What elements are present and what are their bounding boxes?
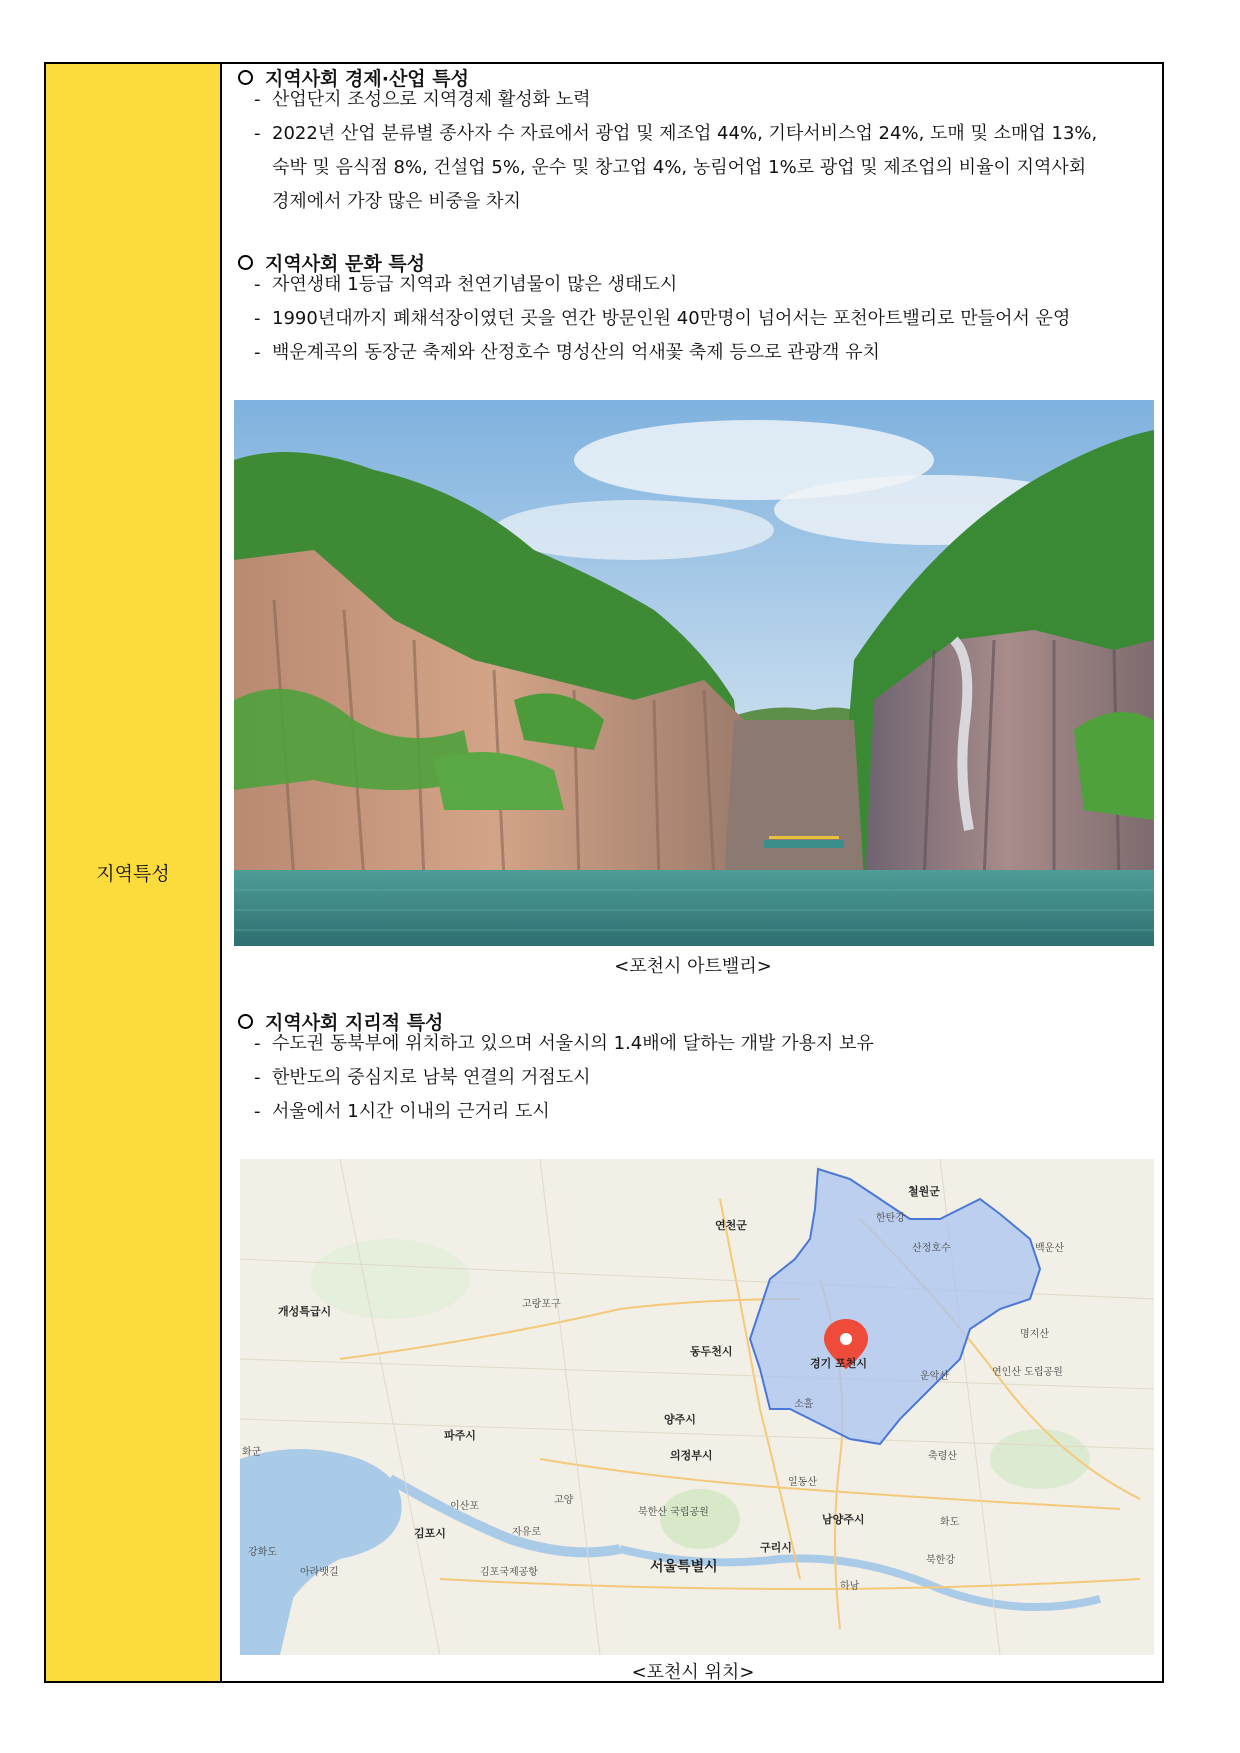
map-label: 서울특별시: [650, 1559, 718, 1575]
map-label: 아라뱃길: [300, 1567, 339, 1578]
map-label: 구리시: [760, 1541, 792, 1554]
list-item: - 수도권 동북부에 위치하고 있으며 서울시의 1.4배에 달하는 개발 가용지 보유: [254, 1033, 874, 1054]
item-text: 2022년 산업 분류별 종사자 수 자료에서 광업 및 제조업 44%, 기타서비스업 24%, 도매 및 소매업 13%,: [272, 123, 1098, 144]
map-label: 북한강: [926, 1555, 955, 1566]
heading-text: 지역사회 지리적 특성: [265, 1012, 444, 1034]
map-label: 일동산: [788, 1477, 817, 1488]
list-item-continuation: 숙박 및 음식점 8%, 건설업 5%, 운수 및 창고업 4%, 농림어업 1%로 광업 및 제조업의 비율이 지역사회: [272, 157, 1087, 178]
list-item: - 서울에서 1시간 이내의 근거리 도시: [254, 1101, 550, 1122]
map-label: 백운산: [1035, 1243, 1064, 1254]
item-text: 자연생태 1등급 지역과 천연기념물이 많은 생태도시: [272, 274, 678, 295]
content-table: [44, 62, 1164, 1683]
list-item: - 산업단지 조성으로 지역경제 활성화 노력: [254, 89, 591, 110]
content-cell: [224, 64, 1162, 1681]
item-text: 백운계곡의 동장군 축제와 산정호수 명성산의 억새꽃 축제 등으로 관광객 유치: [272, 342, 880, 363]
circle-bullet-icon: [238, 1014, 253, 1029]
pocheon-location-map: [240, 1159, 1154, 1655]
map-label: 파주시: [444, 1429, 476, 1442]
circle-bullet-icon: [238, 255, 253, 270]
map-label: 하남: [840, 1581, 860, 1592]
map-label: 강화도: [248, 1547, 277, 1558]
list-item: - 한반도의 중심지로 남북 연결의 거점도시: [254, 1067, 591, 1088]
map-label: 자유로: [512, 1527, 541, 1538]
map-label: 이산포: [450, 1501, 479, 1512]
map-label: 김포국제공항: [480, 1567, 538, 1578]
map-label: 한탄강: [876, 1213, 905, 1224]
map-label: 운악산: [920, 1371, 949, 1382]
map-label: 고랑포구: [522, 1299, 561, 1310]
map-label: 김포시: [414, 1527, 446, 1540]
map-label: 북한산 국립공원: [638, 1507, 709, 1518]
map-label: 양주시: [664, 1413, 696, 1426]
map-label: 산정호수: [912, 1243, 951, 1254]
map-label: 화군: [242, 1447, 262, 1458]
list-item: - 자연생태 1등급 지역과 천연기념물이 많은 생태도시: [254, 274, 678, 295]
map-label: 연천군: [715, 1219, 747, 1232]
list-item: - 백운계곡의 동장군 축제와 산정호수 명성산의 억새꽃 축제 등으로 관광객 유치: [254, 342, 880, 363]
map-label: 소흘: [794, 1399, 814, 1410]
map-caption: <포천시 위치>: [631, 1662, 755, 1683]
heading-text: 지역사회 경제·산업 특성: [265, 68, 469, 90]
item-text: 수도권 동북부에 위치하고 있으며 서울시의 1.4배에 달하는 개발 가용지 보유: [272, 1033, 874, 1054]
circle-bullet-icon: [238, 70, 253, 85]
map-label: 축령산: [928, 1451, 957, 1462]
row-label-cell: [46, 64, 222, 1681]
map-label: 동두천시: [690, 1345, 733, 1358]
photo-caption: <포천시 아트밸리>: [614, 956, 772, 977]
art-valley-photo: [234, 400, 1154, 946]
list-item: - 2022년 산업 분류별 종사자 수 자료에서 광업 및 제조업 44%, 기타서비스업 24%, 도매 및 소매업 13%,: [254, 123, 1098, 144]
map-label: 남양주시: [822, 1513, 865, 1526]
map-label: 명지산: [1020, 1329, 1049, 1340]
list-item: - 1990년대까지 폐채석장이였던 곳을 연간 방문인원 40만명이 넘어서는 포천아트밸리로 만들어서 운영: [254, 308, 1071, 329]
map-label: 고양: [554, 1495, 574, 1506]
map-label: 의정부시: [670, 1449, 713, 1462]
item-text: 1990년대까지 폐채석장이였던 곳을 연간 방문인원 40만명이 넘어서는 포천아트밸리로 만들어서 운영: [272, 308, 1071, 329]
map-label: 철원군: [908, 1185, 940, 1198]
item-text: 한반도의 중심지로 남북 연결의 거점도시: [272, 1067, 591, 1088]
item-text: 산업단지 조성으로 지역경제 활성화 노력: [272, 89, 591, 110]
list-item-continuation: 경제에서 가장 많은 비중을 차지: [272, 191, 521, 212]
map-label: 연인산 도립공원: [992, 1367, 1063, 1378]
map-label: 화도: [940, 1517, 960, 1528]
item-text: 서울에서 1시간 이내의 근거리 도시: [272, 1101, 550, 1122]
map-label: 개성특급시: [278, 1305, 332, 1318]
heading-text: 지역사회 문화 특성: [265, 253, 426, 275]
map-label: 경기 포천시: [810, 1357, 867, 1370]
row-label: 지역특성: [96, 863, 170, 885]
